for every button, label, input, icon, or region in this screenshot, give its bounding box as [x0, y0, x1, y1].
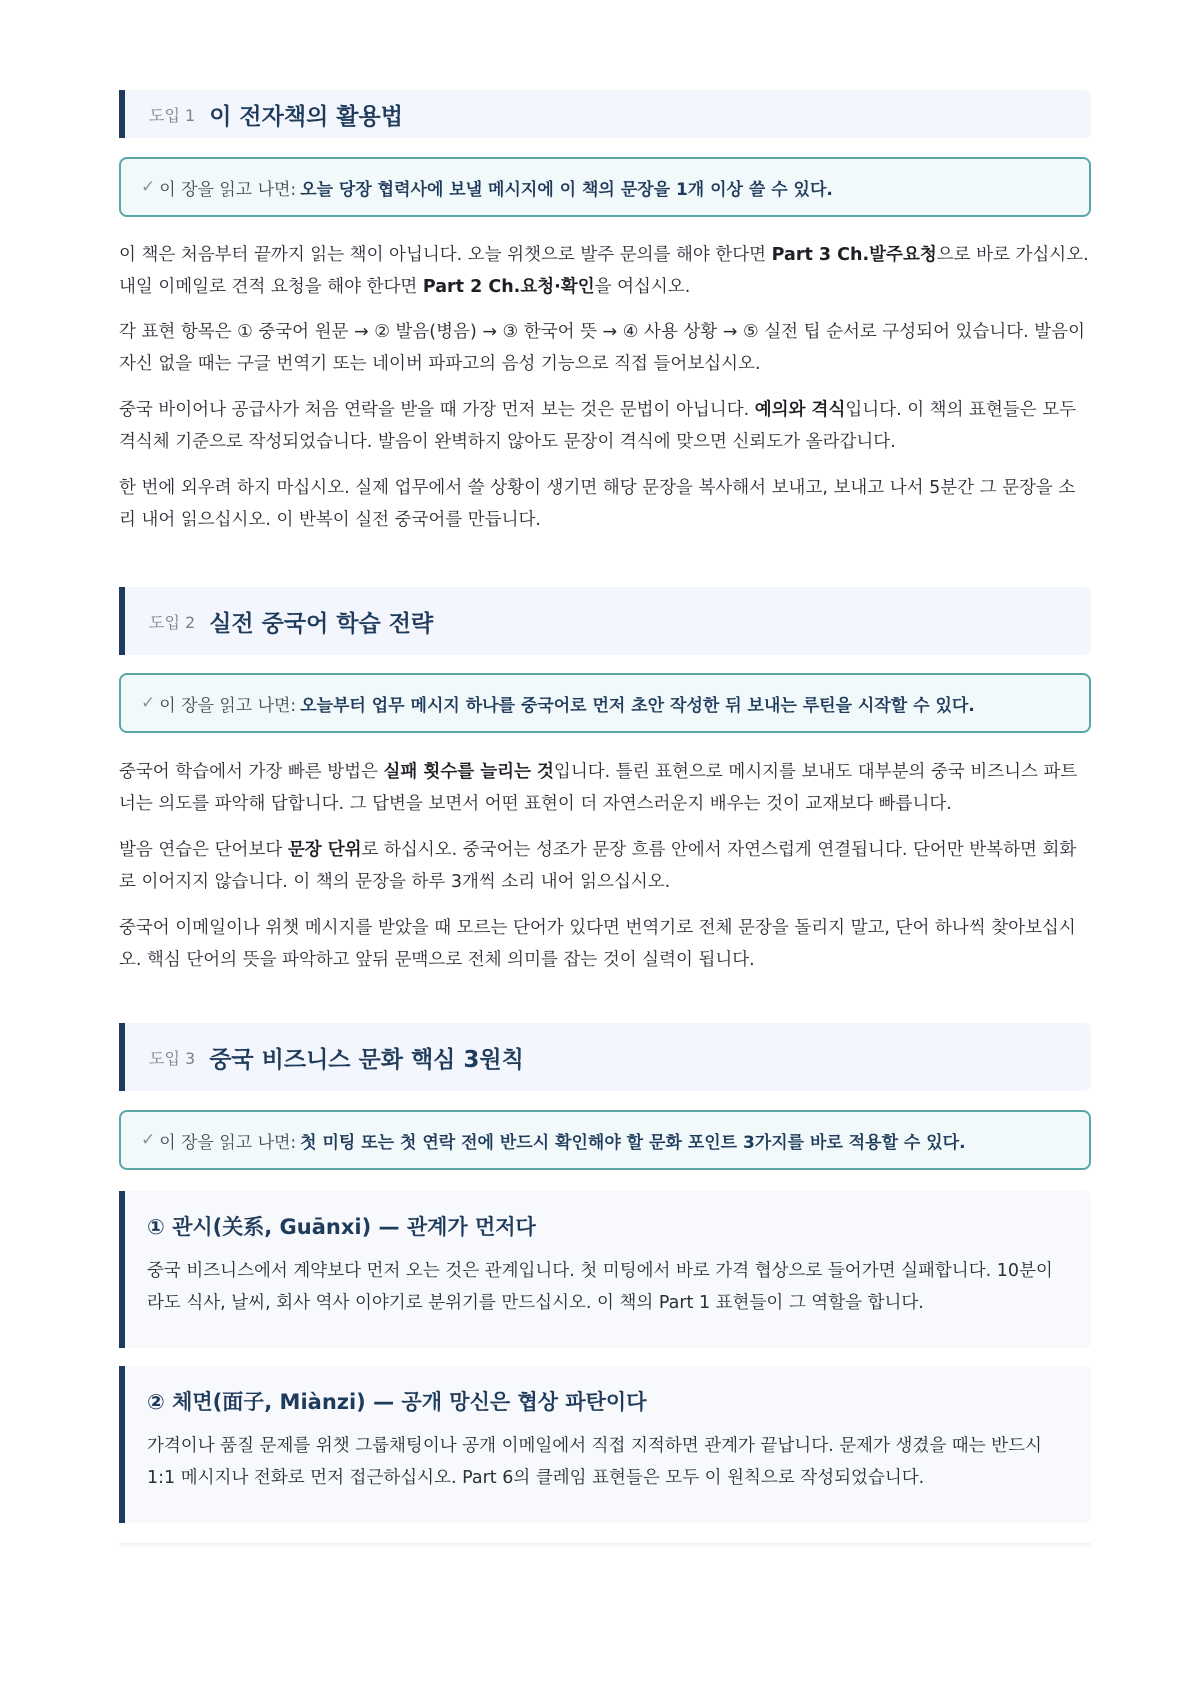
paragraph: 중국어 학습에서 가장 빠른 방법은 실패 횟수를 늘리는 것입니다. 틀린 표현으로 메시지를 보내도 대부분의 중국 비즈니스 파트너는 의도를 파악해 답합니다. 그 답변을 보면서 어떤 표현이 더 자연스러운지 배우는 것이 교재보다 빠릅니다.: [119, 762, 1078, 814]
principle-title: ① 관시(关系, Guānxi) — 관계가 먼저다: [147, 1215, 536, 1239]
check-icon: ✓: [141, 1130, 156, 1150]
principle-card-1: [119, 1191, 1091, 1348]
principle-card-2: [119, 1366, 1091, 1523]
paragraph: 각 표현 항목은 ① 중국어 원문 → ② 발음(병음) → ③ 한국어 뜻 → ④ 사용 상황 → ⑤ 실전 팁 순서로 구성되어 있습니다. 발음이 자신 없을 때는 구글 번역기 또는 네이버 파파고의 음성 기능으로 직접 들어보십시오.: [119, 322, 1086, 374]
check-icon: ✓: [141, 693, 156, 713]
section-title: 이 전자책의 활용법: [209, 103, 403, 130]
section-header-3: [119, 1023, 1091, 1091]
goal-text: 오늘부터 업무 메시지 하나를 중국어로 먼저 초안 작성한 뒤 보내는 루틴을 시작할 수 있다.: [300, 695, 975, 716]
goal-prefix: 이 장을 읽고 나면:: [159, 179, 297, 200]
goal-box-3: [119, 1110, 1091, 1170]
paragraph: 한 번에 외우려 하지 마십시오. 실제 업무에서 쓸 상황이 생기면 해당 문장을 복사해서 보내고, 보내고 나서 5분간 그 문장을 소리 내어 읽으십시오. 이 반복이 실전 중국어를 만듭니다.: [119, 478, 1076, 530]
principle-body: 가격이나 품질 문제를 위챗 그룹채팅이나 공개 이메일에서 직접 지적하면 관계가 끝납니다. 문제가 생겼을 때는 반드시 1:1 메시지나 전화로 먼저 접근하십시오. Part 6의 클레임 표현들은 모두 이 원칙으로 작성되었습니다.: [147, 1436, 1042, 1488]
section-number: 도입 2: [149, 612, 196, 632]
paragraph: 중국어 이메일이나 위챗 메시지를 받았을 때 모르는 단어가 있다면 번역기로 전체 문장을 돌리지 말고, 단어 하나씩 찾아보십시오. 핵심 단어의 뜻을 파악하고 앞뒤 문맥으로 전체 의미를 잡는 것이 실력이 됩니다.: [119, 918, 1076, 970]
paragraph: 중국 바이어나 공급사가 처음 연락을 받을 때 가장 먼저 보는 것은 문법이 아닙니다. 예의와 격식입니다. 이 책의 표현들은 모두 격식체 기준으로 작성되었습니다. 발음이 완벽하지 않아도 문장이 격식에 맞으면 신뢰도가 올라갑니다.: [119, 400, 1077, 452]
paragraph: 발음 연습은 단어보다 문장 단위로 하십시오. 중국어는 성조가 문장 흐름 안에서 자연스럽게 연결됩니다. 단어만 반복하면 회화로 이어지지 않습니다. 이 책의 문장을 하루 3개씩 소리 내어 읽으십시오.: [119, 840, 1077, 892]
section-title: 중국 비즈니스 문화 핵심 3원칙: [209, 1046, 524, 1073]
section-number: 도입 1: [149, 105, 196, 125]
principle-body: 중국 비즈니스에서 계약보다 먼저 오는 것은 관계입니다. 첫 미팅에서 바로 가격 협상으로 들어가면 실패합니다. 10분이라도 식사, 날씨, 회사 역사 이야기로 분위기를 만드십시오. 이 책의 Part 1 표현들이 그 역할을 합니다.: [147, 1261, 1053, 1313]
goal-text: 오늘 당장 협력사에 보낼 메시지에 이 책의 문장을 1개 이상 쓸 수 있다.: [300, 179, 833, 200]
paragraph: 이 책은 처음부터 끝까지 읽는 책이 아닙니다. 오늘 위챗으로 발주 문의를 해야 한다면 Part 3 Ch.발주요청으로 바로 가십시오. 내일 이메일로 견적 요청을 해야 한다면 Part 2 Ch.요청·확인을 여십시오.: [119, 245, 1089, 297]
page-cutoff-divider: [119, 1543, 1091, 1549]
goal-text: 첫 미팅 또는 첫 연락 전에 반드시 확인해야 할 문화 포인트 3가지를 바로 적용할 수 있다.: [300, 1132, 966, 1153]
goal-prefix: 이 장을 읽고 나면:: [159, 1132, 297, 1153]
goal-box-1: [119, 157, 1091, 217]
section-title: 실전 중국어 학습 전략: [209, 610, 434, 637]
check-icon: ✓: [141, 177, 156, 197]
section-header-1: [119, 90, 1091, 138]
section-header-2: [119, 587, 1091, 655]
section-number: 도입 3: [149, 1048, 196, 1068]
goal-box-2: [119, 673, 1091, 733]
goal-prefix: 이 장을 읽고 나면:: [159, 695, 297, 716]
principle-title: ② 체면(面子, Miànzi) — 공개 망신은 협상 파탄이다: [147, 1390, 647, 1414]
